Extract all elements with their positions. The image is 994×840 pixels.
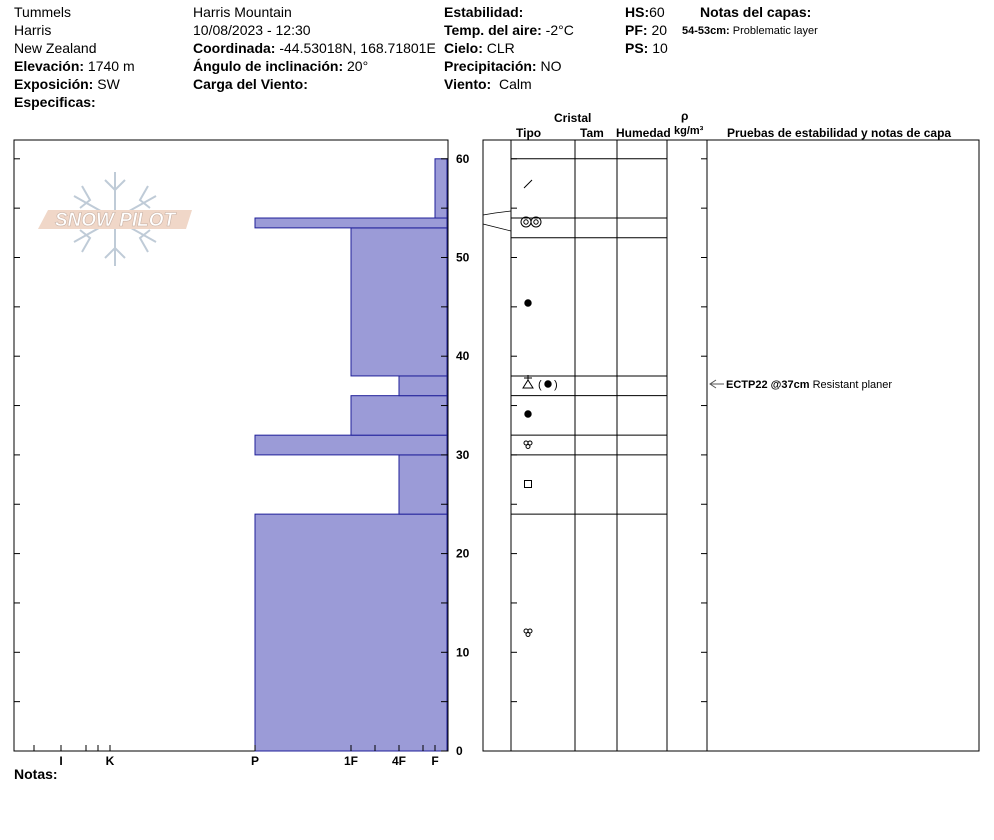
crystal-header: Cristal — [554, 111, 592, 125]
x-tick-label: P — [250, 754, 260, 768]
stability-test-label: ECTP22 @37cm — [726, 379, 810, 391]
x-tick-label: F — [431, 754, 439, 768]
header-line3: New Zealand — [14, 40, 97, 56]
surface-hoar-icon — [524, 629, 532, 637]
header-line1: Tummels — [14, 4, 72, 20]
ps-label: PS: — [625, 40, 649, 56]
pf-label: PF: — [625, 22, 648, 38]
density-unit-header: kg/m³ — [674, 125, 704, 137]
hardness-bar-1 — [399, 455, 447, 514]
elevation-label: Elevación: — [14, 58, 85, 74]
precipitation-label: Precipitación: — [444, 58, 537, 74]
svg-text:): ) — [554, 379, 558, 391]
ps-value: 10 — [652, 40, 668, 56]
hardness-bar-3 — [351, 396, 447, 435]
hardness-bar-0 — [255, 514, 447, 751]
incline-label: Ángulo de inclinación: — [193, 58, 344, 74]
hardness-bar-4 — [399, 376, 447, 396]
x-tick-label: K — [105, 754, 115, 768]
precip-particle-icon — [523, 375, 533, 388]
precipitation-value: NO — [540, 58, 562, 74]
crystal-symbols — [521, 180, 558, 637]
y-tick-label: 50 — [456, 250, 470, 265]
y-tick-label: 0 — [456, 744, 463, 758]
wind-value: Calm — [498, 76, 532, 92]
wind-load-label: Carga del Viento: — [193, 76, 308, 92]
hs-value: 60 — [649, 4, 665, 20]
elevation-value: 1740 m — [87, 58, 135, 74]
faceted-icon — [525, 481, 532, 488]
aspect-value: SW — [97, 76, 120, 92]
specifics-label: Especificas: — [14, 94, 96, 110]
y-tick-label: 40 — [456, 349, 470, 364]
y-tick-label: 60 — [456, 151, 470, 166]
moisture-header: Humedad — [616, 126, 671, 140]
stability-test-arrow — [710, 380, 724, 388]
stability-test-result — [726, 377, 892, 394]
hardness-bar-5 — [351, 228, 447, 376]
aspect-label: Exposición: — [14, 76, 94, 92]
hardness-bar-2 — [255, 435, 447, 455]
y-tick-label: 20 — [456, 546, 470, 561]
hardness-bar-6 — [255, 218, 447, 228]
footer-notes-label: Notas: — [14, 766, 58, 782]
layer-note-text: Problematic layer — [732, 25, 818, 37]
rounded-icon — [545, 381, 551, 387]
y-tick-label: 30 — [456, 447, 470, 462]
wind-label: Viento: — [444, 76, 492, 92]
stability-test-note: Resistant planer — [812, 379, 893, 391]
x-tick-label: 4F — [391, 754, 407, 768]
hardness-bar-7 — [435, 159, 447, 218]
size-header: Tam — [580, 126, 604, 140]
surface-hoar-icon — [524, 441, 532, 449]
pf-value: 20 — [651, 22, 668, 38]
coordinate-value: -44.53018N, 168.71801E — [279, 40, 436, 56]
snowpilot-logo — [38, 210, 192, 231]
rounded-icon — [525, 411, 531, 417]
tests-header: Pruebas de estabilidad y notas de capa — [727, 126, 952, 140]
layer-boundaries — [511, 159, 667, 514]
hs-label: HS: — [625, 4, 650, 20]
rounded-icon — [525, 300, 531, 306]
rho-header: ρ — [681, 109, 689, 123]
layer-note-range: 54-53cm: — [682, 25, 730, 37]
x-tick-label: 1F — [343, 754, 359, 768]
sky-label: Cielo: — [444, 40, 483, 56]
layer-notes-title: Notas del capas: — [700, 4, 812, 20]
decomposing-icon — [524, 180, 532, 188]
layer-connectors — [483, 211, 511, 231]
type-header: Tipo — [516, 126, 542, 140]
sky-value: CLR — [486, 40, 515, 56]
air-temp-label: Temp. del aire: — [444, 22, 542, 38]
svg-text:(: ( — [538, 379, 542, 391]
stability-label: Estabilidad: — [444, 4, 524, 20]
coordinate-label: Coordinada: — [193, 40, 276, 56]
header-line2: Harris — [14, 22, 52, 38]
incline-value: 20° — [347, 58, 369, 74]
air-temp-value: -2°C — [545, 22, 574, 38]
hardness-bars — [255, 159, 447, 751]
y-tick-label: 10 — [456, 645, 470, 660]
x-tick-label: I — [59, 754, 63, 768]
svg-text:SNOW PILOT: SNOW PILOT — [54, 210, 176, 231]
location: Harris Mountain — [193, 4, 292, 20]
datetime: 10/08/2023 - 12:30 — [193, 22, 311, 38]
crystal-table — [483, 140, 979, 751]
